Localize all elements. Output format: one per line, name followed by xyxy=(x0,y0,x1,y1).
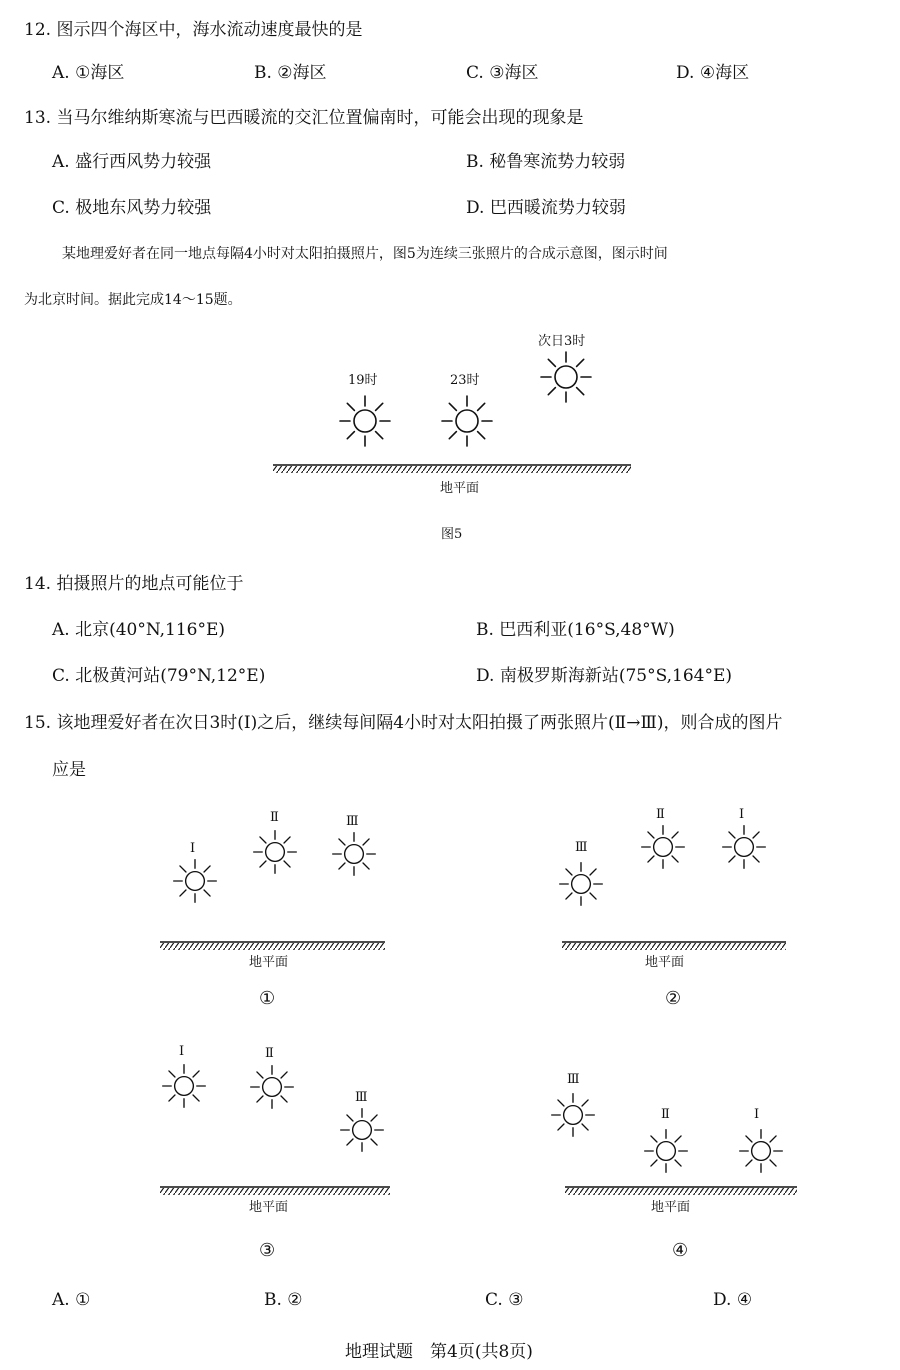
passage-line-2: 为北京时间。据此完成14～15题。 xyxy=(24,292,242,308)
fig5-label-23: 23时 xyxy=(450,373,480,388)
q13-option-d: D. 巴西暖流势力较弱 xyxy=(466,198,626,218)
diagram2-sun-i-label: Ⅰ xyxy=(739,807,745,822)
sun-icon xyxy=(440,394,494,448)
diagram4-sun-ii-label: Ⅱ xyxy=(661,1107,670,1122)
ground-hatch xyxy=(273,464,631,473)
q14-option-a: A. 北京(40°N,116°E) xyxy=(52,620,226,640)
sun-icon xyxy=(738,1128,784,1174)
q13-option-b: B. 秘鲁寒流势力较弱 xyxy=(466,152,626,172)
q15-option-d: D. ④ xyxy=(713,1290,753,1310)
fig5-ground-label: 地平面 xyxy=(440,481,480,496)
sun-icon xyxy=(338,394,392,448)
q12-option-c: C. ③海区 xyxy=(466,63,539,83)
diagram3-sun-ii-label: Ⅱ xyxy=(265,1046,274,1061)
q12-stem: 12. 图示四个海区中，海水流动速度最快的是 xyxy=(24,20,363,40)
sun-icon xyxy=(252,829,298,875)
diagram3-sun-i-label: Ⅰ xyxy=(179,1044,185,1059)
q15-option-b: B. ② xyxy=(264,1290,303,1310)
diagram4-sun-iii-label: Ⅲ xyxy=(567,1072,580,1087)
ground-hatch xyxy=(160,1186,390,1195)
diagram2-label: ② xyxy=(665,988,682,1009)
q15-option-c: C. ③ xyxy=(485,1290,524,1310)
ground-hatch xyxy=(565,1186,797,1195)
diagram1-label: ① xyxy=(259,988,276,1009)
q15-stem-line-1: 15. 该地理爱好者在次日3时(Ⅰ)之后，继续每间隔4小时对太阳拍摄了两张照片(Ⅱ→Ⅲ)，则合成的图片 xyxy=(24,713,783,733)
diagram1-sun-iii-label: Ⅲ xyxy=(346,814,359,829)
q14-option-c: C. 北极黄河站(79°N,12°E) xyxy=(52,666,266,686)
sun-icon xyxy=(161,1063,207,1109)
fig5-caption: 图5 xyxy=(441,527,463,542)
fig5-label-19: 19时 xyxy=(348,373,378,388)
sun-icon xyxy=(339,1107,385,1153)
q14-option-b: B. 巴西利亚(16°S,48°W) xyxy=(476,620,675,640)
diagram3-ground-label: 地平面 xyxy=(249,1200,289,1215)
diagram1-sun-ii-label: Ⅱ xyxy=(270,810,279,825)
q13-option-c: C. 极地东风势力较强 xyxy=(52,198,212,218)
sun-icon xyxy=(558,861,604,907)
q14-stem: 14. 拍摄照片的地点可能位于 xyxy=(24,574,244,594)
sun-icon xyxy=(643,1128,689,1174)
sun-icon xyxy=(249,1064,295,1110)
page-footer: 地理试题 第4页(共8页) xyxy=(345,1342,533,1362)
diagram4-label: ④ xyxy=(672,1240,689,1261)
fig5-label-next-3: 次日3时 xyxy=(538,334,586,349)
diagram2-sun-ii-label: Ⅱ xyxy=(656,807,665,822)
q15-stem-line-2: 应是 xyxy=(52,760,86,780)
diagram1-ground-label: 地平面 xyxy=(249,955,289,970)
sun-icon xyxy=(550,1092,596,1138)
q12-option-d: D. ④海区 xyxy=(676,63,750,83)
diagram3-sun-iii-label: Ⅲ xyxy=(355,1090,368,1105)
diagram1-sun-i-label: Ⅰ xyxy=(190,841,196,856)
ground-hatch xyxy=(160,941,385,950)
diagram2-ground-label: 地平面 xyxy=(645,955,685,970)
diagram2-sun-iii-label: Ⅲ xyxy=(575,840,588,855)
q13-stem: 13. 当马尔维纳斯寒流与巴西暖流的交汇位置偏南时，可能会出现的现象是 xyxy=(24,108,584,128)
q12-option-a: A. ①海区 xyxy=(52,63,125,83)
q14-option-d: D. 南极罗斯海新站(75°S,164°E) xyxy=(476,666,733,686)
q15-option-a: A. ① xyxy=(52,1290,91,1310)
sun-icon xyxy=(721,824,767,870)
sun-icon xyxy=(172,858,218,904)
sun-icon xyxy=(640,824,686,870)
diagram4-ground-label: 地平面 xyxy=(651,1200,691,1215)
q13-option-a: A. 盛行西风势力较强 xyxy=(52,152,212,172)
diagram4-sun-i-label: Ⅰ xyxy=(754,1107,760,1122)
q12-option-b: B. ②海区 xyxy=(254,63,327,83)
sun-icon xyxy=(539,350,593,404)
sun-icon xyxy=(331,831,377,877)
ground-hatch xyxy=(562,941,786,950)
diagram3-label: ③ xyxy=(259,1240,276,1261)
passage-line-1: 某地理爱好者在同一地点每隔4小时对太阳拍摄照片，图5为连续三张照片的合成示意图，图示时间 xyxy=(62,246,668,262)
